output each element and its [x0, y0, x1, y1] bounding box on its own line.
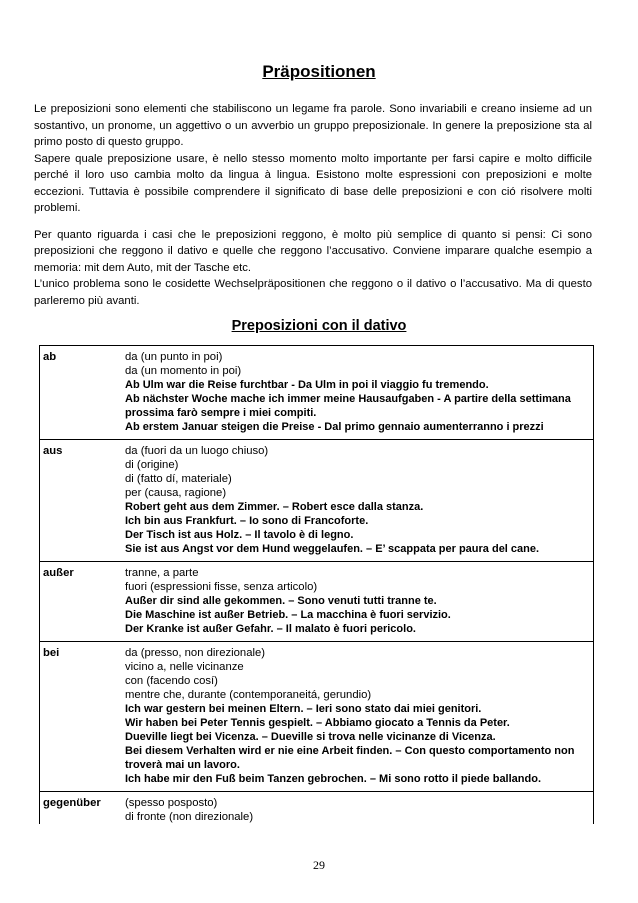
preposition-details	[125, 350, 593, 434]
table-row	[40, 562, 593, 642]
intro-paragraph: Per quanto riguarda i casi che le preposizioni reggono, è molto più semplice di quanto si pensi: Ci sono preposizioni che reggono il dativo e quelle che reggono l’accusativo. Conviene imparare qualche esempio a memoria: mit dem Auto, mit der Tasche etc.	[34, 228, 592, 274]
meaning-line: fuori (espressioni fisse, senza articolo)	[125, 581, 318, 593]
example-sentence: Die Maschine ist außer Betrieb. – La macchina è fuori servizio.	[125, 609, 451, 621]
example-sentence: Ab erstem Januar steigen die Preise - Dal primo gennaio aumenterranno i prezzi	[125, 421, 544, 433]
example-sentence: Wir haben bei Peter Tennis gespielt. – Abbiamo giocato a Tennis da Peter.	[125, 717, 510, 729]
example-sentence: Ich war gestern bei meinen Eltern. – Ieri sono stato dai miei genitori.	[125, 703, 482, 715]
meaning-line: da (un punto in poi)	[125, 351, 223, 363]
preposition-term: bei	[43, 647, 60, 659]
example-sentence: Ab nächster Woche mache ich immer meine Hausaufgaben - A partire della settimana prossima farò sempre i miei compiti.	[125, 393, 571, 419]
example-sentence: Sie ist aus Angst vor dem Hund weggelaufen. – E’ scappata per paura del cane.	[125, 543, 540, 555]
example-sentence: Ich bin aus Frankfurt. – Io sono di Francoforte.	[125, 515, 369, 527]
table-row	[40, 642, 593, 792]
preposition-details	[125, 796, 593, 824]
meaning-line: da (presso, non direzionale)	[125, 647, 266, 659]
preposition-table	[39, 345, 594, 824]
preposition-term: gegenüber	[43, 797, 101, 809]
example-sentence: Der Kranke ist außer Gefahr. – Il malato è fuori pericolo.	[125, 623, 416, 635]
section-title: Preposizioni con il dativo	[231, 318, 407, 334]
intro-paragraph: Sapere quale preposizione usare, è nello stesso momento molto importante per farsi capire e molto difficile perché il loro uso cambia molto da lingua à lingua. Esistono molte espressioni con preposizioni e molte eccezioni. Tuttavia è possibile comprendere il significato di base delle preposizioni e con ció risolvere molti problemi.	[34, 152, 592, 214]
table-row	[40, 346, 593, 440]
intro-paragraph: L’unico problema sono le cosidette Wechselpräpositionen che reggono o il dativo o l’accusativo. Ma di questo parleremo più avanti.	[34, 278, 592, 307]
preposition-details	[125, 566, 593, 636]
meaning-line: mentre che, durante (contemporaneitá, gerundio)	[125, 689, 372, 701]
preposition-term: außer	[43, 567, 74, 579]
intro-paragraph: Le preposizioni sono elementi che stabiliscono un legame fra parole. Sono invariabili e creano insieme ad un sostantivo, un pronome, un aggettivo o un avverbio un gruppo preposizionale. In genere la preposizione sta al primo posto di questo gruppo.	[34, 103, 592, 148]
meaning-line: di (fatto dí, materiale)	[125, 473, 232, 485]
meaning-line: da (fuori da un luogo chiuso)	[125, 445, 269, 457]
example-sentence: Dueville liegt bei Vicenza. – Dueville si trova nelle vicinanze di Vicenza.	[125, 731, 496, 743]
intro-text	[34, 101, 592, 309]
meaning-line: (spesso posposto)	[125, 797, 218, 809]
meaning-line: per (causa, ragione)	[125, 487, 227, 499]
example-sentence: Robert geht aus dem Zimmer. – Robert esce dalla stanza.	[125, 501, 424, 513]
meaning-line: di fronte (non direzionale)	[125, 811, 254, 823]
example-sentence: Ab Ulm war die Reise furchtbar - Da Ulm in poi il viaggio fu tremendo.	[125, 379, 489, 391]
example-sentence: Bei diesem Verhalten wird er nie eine Arbeit finden. – Con questo comportamento non troverà mai un lavoro.	[125, 745, 575, 771]
meaning-line: con (facendo cosí)	[125, 675, 218, 687]
example-sentence: Der Tisch ist aus Holz. – Il tavolo è di legno.	[125, 529, 354, 541]
meaning-line: di (origine)	[125, 459, 179, 471]
meaning-line: vicino a, nelle vicinanze	[125, 661, 244, 673]
page-number: 29	[313, 858, 325, 872]
meaning-line: da (un momento in poi)	[125, 365, 242, 377]
page-title: Präpositionen	[262, 62, 376, 81]
table-row	[40, 440, 593, 562]
example-sentence: Ich habe mir den Fuß beim Tanzen gebrochen. – Mi sono rotto il piede ballando.	[125, 773, 542, 785]
preposition-term: aus	[43, 445, 63, 457]
preposition-details	[125, 646, 593, 786]
table-row	[40, 792, 593, 824]
preposition-term: ab	[43, 351, 57, 363]
meaning-line: tranne, a parte	[125, 567, 199, 579]
example-sentence: Außer dir sind alle gekommen. – Sono venuti tutti tranne te.	[125, 595, 437, 607]
preposition-details	[125, 444, 593, 556]
